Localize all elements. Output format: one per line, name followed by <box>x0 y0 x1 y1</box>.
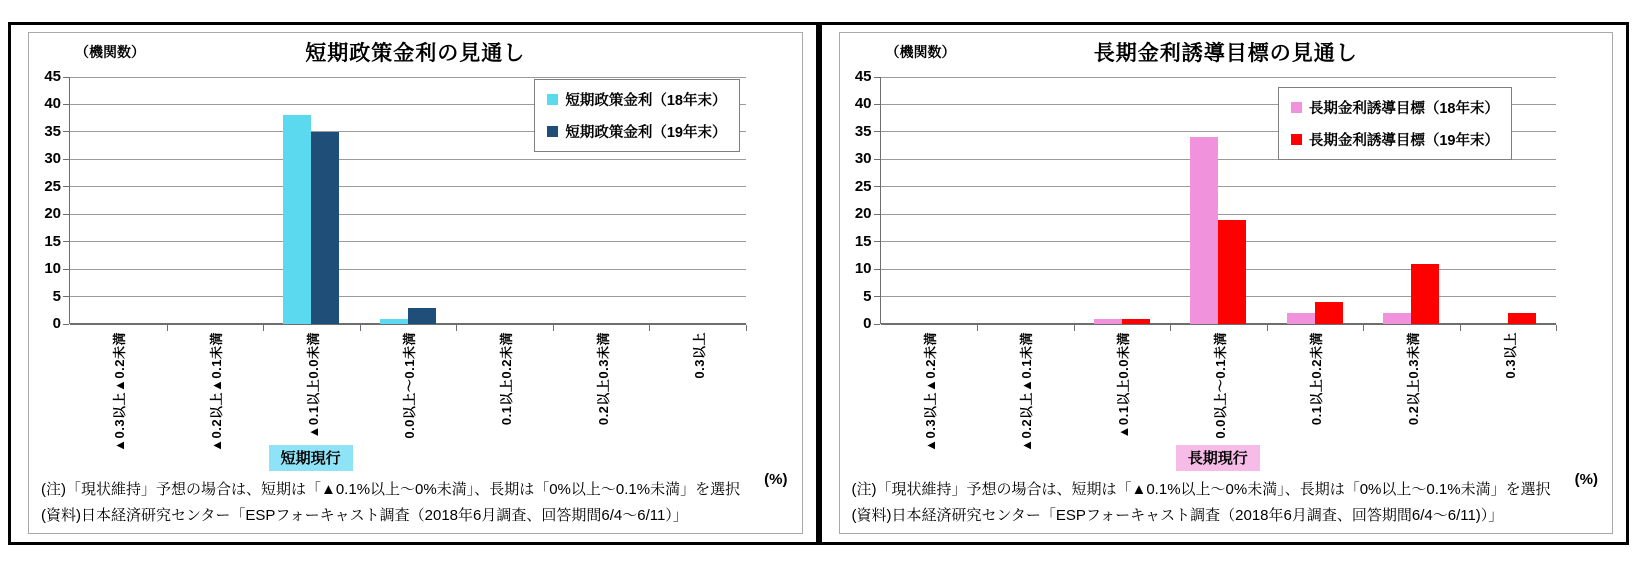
bar-series-0 <box>1094 319 1122 324</box>
source-line: (資料)日本経済研究センター「ESPフォーキャスト調査（2018年6月調査、回答期間6/4～6/11)）」 <box>851 506 1504 524</box>
x-category-label: 0.2以上0.3未満 <box>1406 332 1422 426</box>
y-tick-label: 5 <box>863 287 872 305</box>
y-tick-mark <box>874 186 880 187</box>
y-tick-mark <box>63 241 69 242</box>
long-term-chart-area <box>839 32 1614 534</box>
bar-series-0 <box>1190 137 1218 324</box>
bar-series-1 <box>311 132 339 324</box>
x-label-cell <box>649 327 746 479</box>
source-line: (資料)日本経済研究センター「ESPフォーキャスト調査（2018年6月調査、回答期間6/4～6/11）」 <box>41 506 688 524</box>
y-tick-mark <box>874 214 880 215</box>
footnotes <box>41 477 792 528</box>
gridline <box>70 214 746 215</box>
footnotes <box>852 477 1603 528</box>
legend-label: 短期政策金利（18年末） <box>565 93 727 109</box>
y-tick-mark <box>874 241 880 242</box>
x-axis-unit-label: (%) <box>764 471 788 488</box>
y-tick-label: 30 <box>44 150 61 168</box>
x-category-label: 0.3以上 <box>1502 332 1518 379</box>
y-tick-label: 20 <box>44 205 61 223</box>
y-tick-label: 45 <box>44 68 61 85</box>
bar-series-1 <box>1218 220 1246 324</box>
category-cluster <box>167 77 264 324</box>
x-category-label: ▲0.1以上0.0未満 <box>305 332 321 439</box>
x-tick-mark <box>1556 325 1557 331</box>
gridline <box>70 77 746 78</box>
x-label-cell <box>1073 327 1170 479</box>
x-category-label: ▲0.2以上▲0.1未満 <box>208 332 224 452</box>
y-tick-mark <box>874 324 880 325</box>
short-term-chart-area <box>28 32 803 534</box>
bar-series-1 <box>1122 319 1150 324</box>
x-label-cell <box>976 327 1073 479</box>
y-tick-label: 0 <box>52 315 61 332</box>
x-tick-mark <box>746 325 747 331</box>
x-axis-labels <box>880 327 1557 479</box>
category-cluster <box>70 77 167 324</box>
x-label-cell <box>552 327 649 479</box>
x-category-label: ▲0.1以上0.0未満 <box>1116 332 1132 439</box>
bar-series-1 <box>408 308 436 324</box>
x-category-label: 0.1以上0.2未満 <box>1309 332 1325 426</box>
legend-label: 長期金利誘導目標（19年末） <box>1308 133 1499 149</box>
chart-title: 短期政策金利の見通し <box>305 42 526 65</box>
bar-series-0 <box>283 115 311 324</box>
category-cluster <box>1170 77 1267 324</box>
y-tick-mark <box>874 104 880 105</box>
long-term-rate-target-chart-panel <box>819 22 1630 545</box>
legend-swatch-icon <box>547 126 558 137</box>
x-label-cell <box>69 327 166 479</box>
gridline <box>70 241 746 242</box>
legend-item <box>1291 129 1499 150</box>
y-tick-label: 10 <box>854 260 872 278</box>
x-category-label: 0.0以上～0.1未満 <box>1212 332 1228 439</box>
y-tick-label: 5 <box>52 287 61 305</box>
y-tick-mark <box>63 324 69 325</box>
y-tick-label: 30 <box>854 150 872 168</box>
y-tick-label: 10 <box>44 260 61 278</box>
gridline <box>881 77 1557 78</box>
y-tick-mark <box>874 269 880 270</box>
x-category-label: 0.3以上 <box>692 332 708 379</box>
category-cluster <box>977 77 1074 324</box>
category-cluster <box>1074 77 1171 324</box>
bar-series-0 <box>1383 313 1411 324</box>
y-tick-mark <box>63 159 69 160</box>
x-category-label: 0.1以上0.2未満 <box>498 332 514 426</box>
x-label-cell <box>880 327 977 479</box>
gridline <box>881 186 1557 187</box>
chart-panels <box>8 22 1629 545</box>
y-tick-mark <box>63 77 69 78</box>
legend-swatch-icon <box>1291 102 1302 113</box>
y-tick-label: 35 <box>44 122 61 140</box>
y-tick-label: 15 <box>854 232 872 250</box>
x-label-cell <box>1363 327 1460 479</box>
gridline <box>70 159 746 160</box>
x-label-cell <box>456 327 553 479</box>
y-tick-mark <box>63 186 69 187</box>
bar-series-0 <box>380 319 408 324</box>
y-tick-label: 25 <box>854 177 872 195</box>
bar-series-0 <box>1287 313 1315 324</box>
x-label-cell <box>359 327 456 479</box>
legend <box>534 79 739 152</box>
x-axis-unit-label: (%) <box>1574 471 1598 488</box>
y-tick-mark <box>63 269 69 270</box>
y-tick-mark <box>63 131 69 132</box>
chart-title: 長期金利誘導目標の見通し <box>1093 42 1358 65</box>
x-category-label: 0.0以上～0.1未満 <box>402 332 418 439</box>
x-label-cell <box>166 327 263 479</box>
y-axis-unit-label: （機関数） <box>885 44 956 60</box>
gridline <box>70 269 746 270</box>
y-tick-label: 25 <box>44 177 61 195</box>
y-tick-mark <box>63 214 69 215</box>
y-tick-label: 15 <box>44 232 61 250</box>
gridline <box>70 296 746 297</box>
y-tick-label: 45 <box>854 68 872 85</box>
x-axis-labels <box>69 327 746 479</box>
y-tick-mark <box>874 77 880 78</box>
y-tick-label: 35 <box>854 122 872 140</box>
y-tick-mark <box>874 296 880 297</box>
x-category-label: ▲0.3以上▲0.2未満 <box>922 332 938 452</box>
y-tick-label: 40 <box>44 95 61 113</box>
legend-label: 短期政策金利（19年末） <box>565 125 727 141</box>
legend-item <box>547 121 726 142</box>
legend <box>1278 87 1512 160</box>
legend-label: 長期金利誘導目標（18年末） <box>1308 101 1499 117</box>
legend-item <box>1291 97 1499 118</box>
y-tick-label: 0 <box>863 315 872 332</box>
x-category-label: ▲0.3以上▲0.2未満 <box>112 332 128 452</box>
y-tick-mark <box>63 104 69 105</box>
legend-swatch-icon <box>1291 134 1302 145</box>
current-level-badge: 短期現行 <box>269 445 353 471</box>
y-tick-label: 20 <box>854 205 872 223</box>
legend-swatch-icon <box>547 94 558 105</box>
y-tick-mark <box>63 296 69 297</box>
bar-series-1 <box>1508 313 1536 324</box>
current-level-badge: 長期現行 <box>1176 445 1260 471</box>
category-cluster <box>263 77 360 324</box>
short-term-policy-rate-chart-panel <box>8 22 819 545</box>
x-label-cell <box>1266 327 1363 479</box>
gridline <box>881 214 1557 215</box>
y-tick-label: 40 <box>854 95 872 113</box>
category-cluster <box>360 77 457 324</box>
y-axis-unit-label: （機関数） <box>75 44 145 60</box>
y-tick-mark <box>874 159 880 160</box>
category-cluster <box>881 77 978 324</box>
bar-series-1 <box>1411 264 1439 324</box>
x-category-label: ▲0.2以上▲0.1未満 <box>1019 332 1035 452</box>
note-line: (注)「現状維持」予想の場合は、短期は「▲0.1%以上～0%未満」、長期は「0%以上～0.1%未満」を選択 <box>851 481 1551 498</box>
y-tick-mark <box>874 131 880 132</box>
x-category-label: 0.2以上0.3未満 <box>595 332 611 426</box>
bar-series-1 <box>1315 302 1343 324</box>
note-line: (注)「現状維持」予想の場合は、短期は「▲0.1%以上～0%未満」、長期は「0%以上～0.1%未満」を選択 <box>41 481 741 498</box>
gridline <box>70 186 746 187</box>
legend-item <box>547 89 726 110</box>
x-label-cell <box>1459 327 1556 479</box>
